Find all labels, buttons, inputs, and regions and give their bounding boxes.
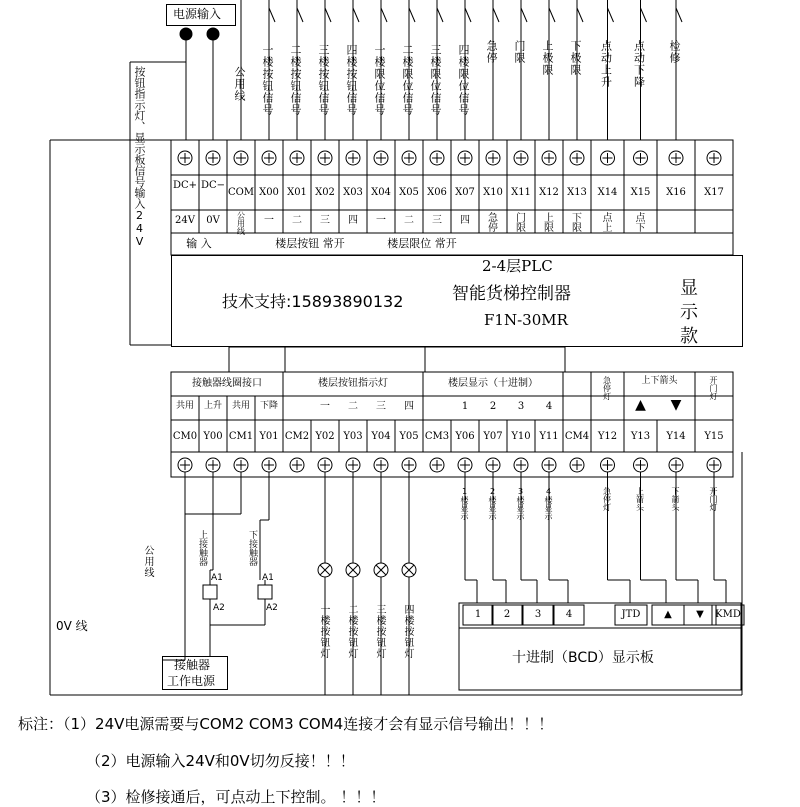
top-terminal-DC+: DC+ [172, 180, 198, 191]
bottom-down-arrow-icon: ▼ [670, 397, 682, 413]
bottom-lamp-num-3: 四 [404, 401, 414, 412]
top-terminal-COM: COM [227, 187, 255, 198]
top-terminal-X16: X16 [666, 187, 686, 198]
top-input-label-14: 点动下降 [632, 40, 646, 88]
common-line-label: 公用线 [142, 545, 153, 578]
bottom-terminal-Y03: Y03 [343, 431, 363, 442]
bottom-up-arrow-icon: ▲ [635, 397, 646, 413]
top-row2-13: 上限 [544, 213, 554, 234]
top-terminal-X03: X03 [343, 187, 363, 198]
disp-wire-label-1: 2楼显示 [488, 487, 497, 520]
top-input-label-6: 二楼限位信号 [401, 44, 414, 116]
top-terminal-X17: X17 [704, 187, 724, 198]
bottom-terminal-Y04: Y04 [371, 431, 391, 442]
top-power-in-label: 输 入 [186, 237, 212, 250]
switch-contact-12 [577, 8, 583, 22]
plc-model-line2: 智能货梯控制器 [452, 284, 571, 304]
top-row2-9: 三 [432, 215, 442, 226]
top-limit-group-label: 楼层限位 常开 [387, 237, 457, 250]
plc-support-phone: 技术支持:15893890132 [222, 292, 404, 311]
left-vertical-label: 按钮指示灯、显示板信号输入24V [133, 66, 146, 248]
lamp-label-1: 二楼按钮灯 [346, 604, 357, 659]
power-input-terminal-minus [207, 28, 219, 40]
display-pin-label-1: 2 [503, 609, 511, 620]
top-terminal-X10: X10 [483, 187, 503, 198]
bottom-door-lamp: 开门灯 [709, 376, 718, 400]
display-pin-label-3: 4 [565, 609, 573, 620]
top-input-label-13: 点动上升 [599, 40, 613, 88]
bottom-terminal-CM3: CM3 [424, 431, 450, 442]
bottom-disp-num-3: 4 [545, 401, 553, 412]
bottom-terminal-Y11: Y11 [539, 431, 559, 442]
top-terminal-X05: X05 [399, 187, 419, 198]
top-input-label-3: 三楼按钮信号 [317, 44, 330, 116]
disp-wire-label-5: 上箭头 [635, 487, 645, 511]
switch-contact-2 [297, 8, 303, 22]
top-terminal-X15: X15 [630, 187, 651, 198]
switch-contact-5 [381, 8, 387, 22]
plc-model-line3: F1N-30MR [484, 311, 568, 329]
up-contactor-label: 上接触器 [197, 530, 207, 566]
top-row2-2: 公用线 [237, 211, 245, 236]
top-input-label-12: 下极限 [569, 40, 582, 76]
note-3: （3）检修接通后，可点动上下控制。 ！！！ [86, 788, 386, 806]
top-terminal-X14: X14 [597, 187, 618, 198]
bcd-display-board-title: 十进制（BCD）显示板 [512, 650, 654, 666]
down-contactor-label: 下接触器 [247, 530, 257, 566]
top-row2-1: 0V [206, 215, 220, 226]
down-coil-a1: A1 [262, 573, 274, 583]
disp-wire-label-7: 开门灯 [709, 487, 718, 511]
bottom-lamp-num-2: 三 [376, 401, 386, 412]
bottom-terminal-CM4: CM4 [564, 431, 590, 442]
top-row2-8: 二 [404, 215, 414, 226]
top-input-label-8: 四楼限位信号 [457, 44, 470, 116]
bottom-shared-2: 共用 [231, 401, 250, 411]
down-coil-a2: A2 [266, 603, 278, 613]
up-coil-a1: A1 [211, 573, 223, 583]
switch-contact-1 [269, 8, 275, 22]
disp-wire-label-0: 1楼显示 [460, 487, 469, 520]
top-terminal-X00: X00 [259, 187, 279, 198]
top-input-label-4: 四楼按钮信号 [345, 44, 358, 116]
bottom-terminal-Y02: Y02 [315, 431, 335, 442]
switch-contact-4 [353, 8, 359, 22]
switch-contact-9 [493, 8, 499, 22]
disp-wire-label-6: 下箭头 [671, 487, 680, 511]
lamp-label-3: 四楼按钮灯 [402, 604, 413, 659]
top-input-label-15: 检修 [668, 40, 681, 64]
bottom-disp-num-0: 1 [461, 401, 469, 412]
top-input-label-5: 一楼限位信号 [373, 44, 386, 116]
bottom-arrows: 上下箭头 [641, 376, 678, 386]
top-terminal-X12: X12 [539, 187, 559, 198]
bottom-lamp-num-1: 二 [348, 401, 358, 412]
down-contactor-coil [258, 585, 272, 599]
top-row2-0: 24V [175, 215, 195, 226]
bottom-terminal-Y13: Y13 [630, 431, 651, 442]
top-row2-3: 一 [264, 215, 274, 226]
top-terminal-DC−: DC− [200, 180, 226, 191]
top-terminal-X01: X01 [287, 187, 307, 198]
switch-contact-7 [437, 8, 443, 22]
bottom-terminal-Y15: Y15 [704, 431, 724, 442]
bottom-terminal-CM2: CM2 [284, 431, 310, 442]
bottom-terminal-Y14: Y14 [666, 431, 686, 442]
power-input-terminal-plus [180, 28, 192, 40]
plc-display-style: 显示款 [677, 278, 698, 350]
bottom-disp-num-1: 2 [489, 401, 497, 412]
display-pin-label-4: JTD [621, 609, 641, 620]
bottom-down: 下降 [259, 401, 278, 411]
top-row2-4: 二 [292, 215, 302, 226]
bottom-up: 上升 [203, 401, 222, 411]
top-row2-15: 点上 [602, 213, 613, 234]
bottom-shared-1: 共用 [175, 401, 194, 411]
top-row2-5: 三 [320, 215, 330, 226]
bottom-terminal-Y12: Y12 [597, 431, 618, 442]
top-terminal-X07: X07 [455, 187, 475, 198]
disp-wire-label-3: 4楼显示 [544, 487, 553, 520]
top-row2-10: 四 [460, 215, 470, 226]
top-terminal-X13: X13 [567, 187, 587, 198]
display-pin-label-2: 3 [534, 609, 542, 620]
top-input-label-9: 急停 [485, 40, 498, 64]
disp-wire-label-2: 3楼显示 [516, 487, 525, 520]
switch-contact-8 [465, 8, 471, 22]
bottom-terminal-Y10: Y10 [511, 431, 531, 442]
zero-v-line-label: 0V 线 [56, 619, 88, 633]
bottom-terminal-CM0: CM0 [172, 431, 198, 442]
top-row2-6: 四 [348, 215, 358, 226]
lamp-label-0: 一楼按钮灯 [318, 604, 329, 659]
bottom-estop-lamp: 急停灯 [602, 376, 612, 400]
top-row2-12: 门限 [516, 213, 526, 234]
bottom-contactor-coil: 接触器线圈接口 [192, 378, 262, 389]
top-input-label-10: 门限 [513, 40, 526, 64]
bottom-lamp-num-0: 一 [320, 401, 330, 412]
bottom-terminal-CM1: CM1 [228, 431, 254, 442]
top-row2-7: 一 [376, 215, 386, 226]
contactor-power-label-1: 接触器 [174, 658, 211, 672]
bottom-terminal-Y01: Y01 [259, 431, 279, 442]
note-2: （2）电源输入24V和0V切勿反接！！！ [86, 752, 355, 770]
top-row2-11: 急停 [488, 213, 498, 234]
top-terminal-X06: X06 [427, 187, 447, 198]
display-pin-label-5: ▲ [664, 609, 672, 620]
bottom-terminal-Y05: Y05 [399, 431, 419, 442]
up-contactor-coil [203, 585, 217, 599]
top-terminal-X02: X02 [315, 187, 335, 198]
bottom-terminal-Y06: Y06 [455, 431, 475, 442]
top-terminal-X11: X11 [511, 187, 531, 198]
top-btn-group-label: 楼层按钮 常开 [275, 237, 345, 250]
bottom-terminal-Y00: Y00 [203, 431, 223, 442]
bottom-btn-lamps: 楼层按钮指示灯 [318, 378, 388, 389]
display-pin-label-0: 1 [474, 609, 482, 620]
note-1: 标注：（1）24V电源需要与COM2 COM3 COM4连接才会有显示信号输出！！！ [18, 715, 554, 733]
lamp-label-2: 三楼按钮灯 [374, 604, 385, 659]
top-input-label-1: 一楼按钮信号 [261, 44, 274, 116]
bottom-disp-num-2: 3 [517, 401, 525, 412]
plc-model-line1: 2-4层PLC [482, 257, 553, 275]
switch-contact-3 [325, 8, 331, 22]
up-coil-a2: A2 [213, 603, 225, 613]
display-pin-label-7: KMD [715, 609, 741, 620]
switch-contact-13 [608, 8, 614, 22]
switch-contact-15 [676, 8, 682, 22]
switch-contact-6 [409, 8, 415, 22]
top-input-label-0: 公用线 [233, 66, 246, 102]
top-input-label-7: 三楼限位信号 [429, 44, 442, 116]
top-row2-14: 下限 [572, 213, 582, 234]
switch-contact-11 [549, 8, 555, 22]
display-pin-label-6: ▼ [696, 609, 704, 620]
power-input-label: 电源输入 [173, 7, 222, 21]
disp-wire-label-4: 急停灯 [602, 487, 612, 511]
top-input-label-2: 二楼按钮信号 [289, 44, 302, 116]
switch-contact-10 [521, 8, 527, 22]
switch-contact-14 [641, 8, 647, 22]
top-input-label-11: 上极限 [541, 40, 554, 76]
bottom-terminal-Y07: Y07 [483, 431, 503, 442]
top-terminal-X04: X04 [371, 187, 391, 198]
bottom-floor-display: 楼层显示（十进制） [448, 378, 538, 389]
contactor-power-label-2: 工作电源 [167, 674, 216, 688]
top-row2-16: 点下 [635, 213, 646, 234]
